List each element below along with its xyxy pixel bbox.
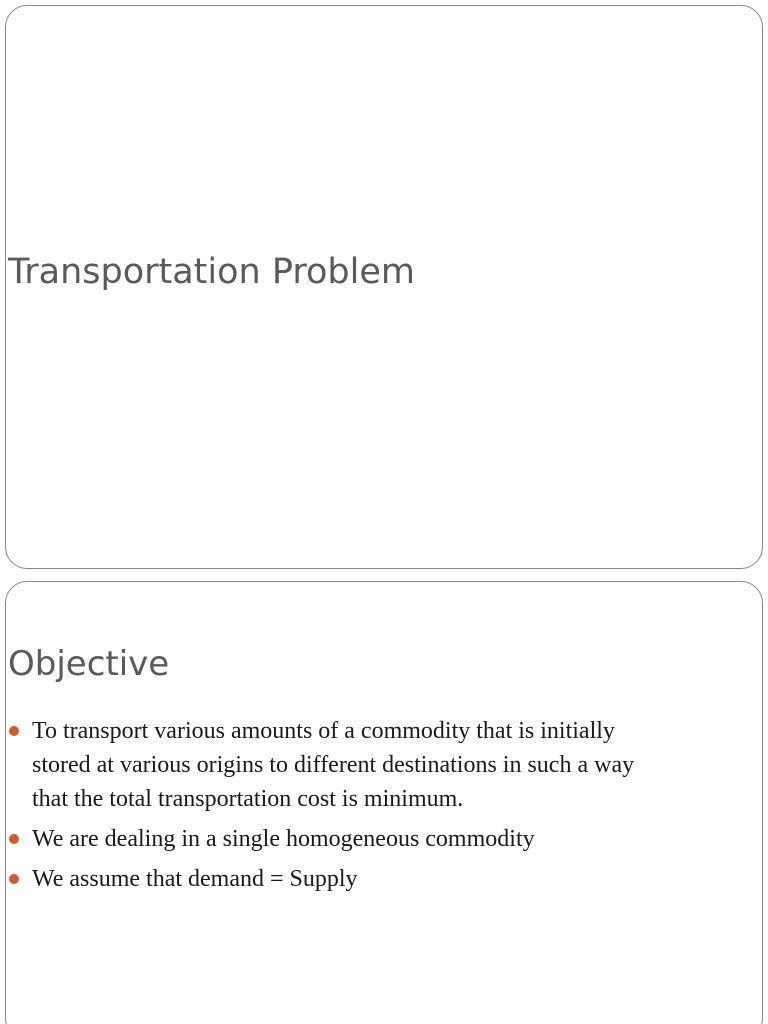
bullet-item xyxy=(8,862,728,896)
slide-title-text: Transportation Problem xyxy=(8,252,415,292)
slide-heading: Objective xyxy=(8,644,170,684)
bullet-text: To transport various amounts of a commodity that is initially stored at various origins to different destinations in such a way that the total transportation cost is minimum. xyxy=(32,718,635,812)
slide-objective xyxy=(5,581,763,1024)
bullet-list xyxy=(8,714,728,902)
bullet-icon xyxy=(9,874,19,884)
bullet-icon xyxy=(9,726,19,736)
bullet-text: We assume that demand = Supply xyxy=(32,866,358,892)
bullet-text: We are dealing in a single homogeneous commodity xyxy=(32,826,535,852)
bullet-icon xyxy=(9,834,19,844)
slide-title xyxy=(5,5,763,569)
bullet-item xyxy=(8,822,728,856)
bullet-item xyxy=(8,714,728,816)
